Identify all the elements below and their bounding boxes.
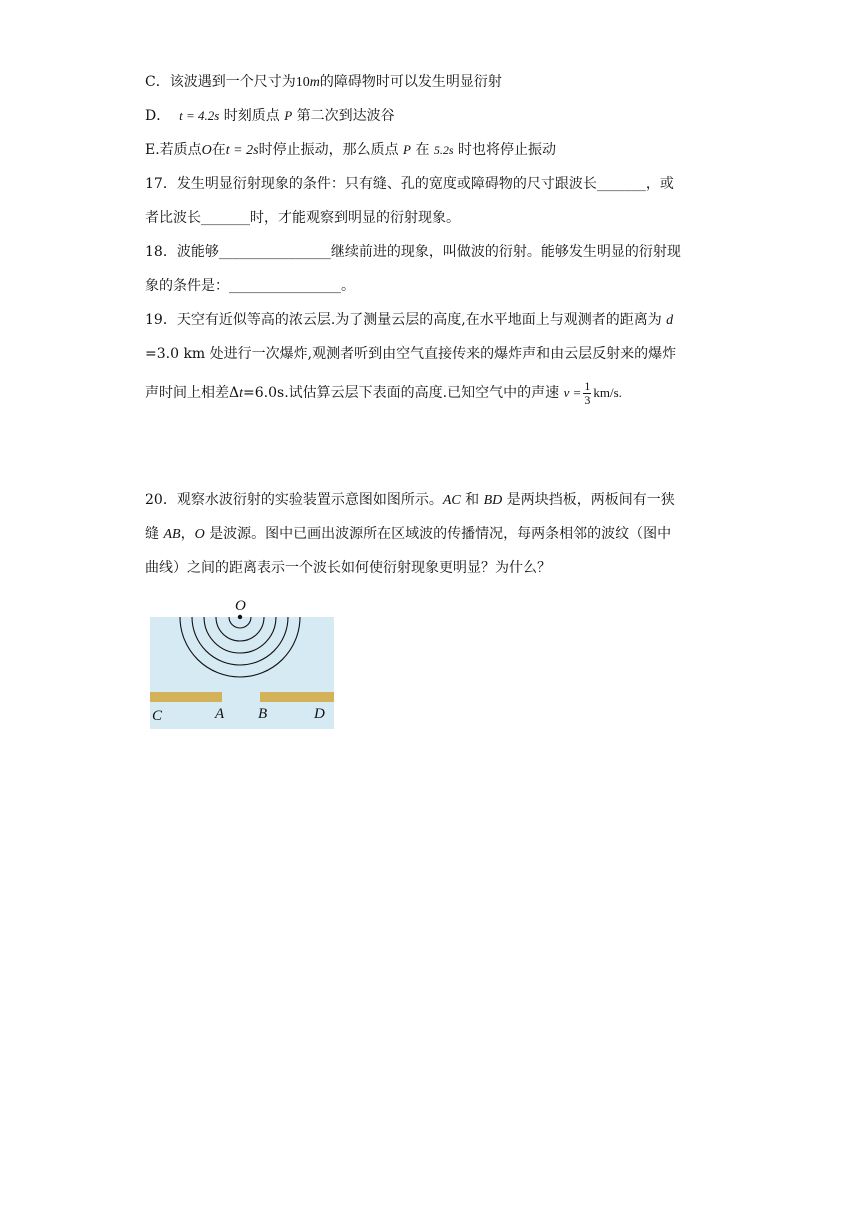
water-tank bbox=[150, 617, 334, 729]
q17-line2: 者比波长_______时，才能观察到明显的衍射现象。 bbox=[145, 210, 460, 226]
q19-line2: =3.0 km 处进行一次爆炸,观测者听到由空气直接传来的爆炸声和由云层反射来的爆炸 bbox=[145, 346, 677, 362]
q19-speed-var: v = bbox=[563, 385, 582, 400]
q19-line3 bbox=[145, 378, 622, 409]
q20-text1c: 是两块挡板，两板间有一狭 bbox=[506, 492, 675, 508]
q20-text2a: 缝 bbox=[145, 526, 159, 542]
q18-line2: 象的条件是：________________。 bbox=[145, 278, 355, 294]
option-e-mid1: 在 bbox=[211, 142, 226, 158]
option-d-mid: 时刻质点 bbox=[223, 108, 280, 124]
q20-ac: AC bbox=[442, 493, 461, 508]
q19-frac-den: 3 bbox=[584, 392, 591, 407]
q19-line1 bbox=[145, 310, 673, 331]
option-c-unit: m bbox=[309, 75, 320, 90]
q19-var-d: d bbox=[666, 313, 674, 328]
option-d-equation: t = 4.2s bbox=[179, 108, 220, 123]
option-c-prefix: C．该波遇到一个尺寸为 bbox=[145, 74, 296, 90]
option-c-suffix: 的障碍物时可以发生明显衍射 bbox=[319, 74, 502, 90]
option-e bbox=[145, 140, 556, 161]
option-e-time: 5.2s bbox=[433, 143, 454, 157]
option-e-point-p: P bbox=[403, 142, 411, 157]
label-d: D bbox=[314, 706, 325, 722]
q20-line3: 曲线）之间的距离表示一个波长如何使衍射现象更明显？为什么？ bbox=[145, 560, 551, 576]
q20-text2c: 是波源。图中已画出波源所在区域波的传播情况，每两条相邻的波纹（图中 bbox=[209, 526, 672, 542]
q19-text3a: 声时间上相差Δ bbox=[145, 385, 240, 401]
option-c bbox=[145, 72, 502, 93]
option-e-equation: t = 2s bbox=[225, 143, 259, 158]
wave-source-dot bbox=[238, 615, 242, 619]
barrier-bd bbox=[260, 692, 334, 702]
q20-line1 bbox=[145, 490, 675, 511]
option-d-suffix: 第二次到达波谷 bbox=[296, 108, 395, 124]
q19-frac-num: 1 bbox=[584, 378, 591, 393]
q19-text3b: =6.0s.试估算云层下表面的高度.已知空气中的声速 bbox=[243, 385, 560, 401]
barrier-ac bbox=[150, 692, 222, 702]
q20-o: O bbox=[194, 527, 205, 542]
label-a: A bbox=[215, 706, 225, 722]
option-d-point: P bbox=[284, 108, 293, 123]
option-e-mid2: 时停止振动，那么质点 bbox=[258, 142, 399, 158]
label-b: B bbox=[258, 706, 268, 722]
q20-text1a: 20．观察水波衍射的实验装置示意图如图所示。 bbox=[145, 492, 443, 508]
q19-fraction bbox=[583, 380, 591, 407]
q19-var-t: t bbox=[239, 386, 244, 401]
option-e-mid3: 在 bbox=[415, 142, 430, 158]
q20-line2 bbox=[145, 524, 671, 545]
option-e-prefix: E.若质点 bbox=[145, 142, 202, 158]
option-d-prefix: D． bbox=[145, 108, 171, 124]
option-e-suffix: 时也将停止振动 bbox=[458, 142, 557, 158]
q20-text1b: 和 bbox=[465, 492, 480, 508]
option-d bbox=[145, 106, 395, 126]
q20-text2b: ， bbox=[180, 526, 195, 542]
q19-text1: 19．天空有近似等高的浓云层.为了测量云层的高度,在水平地面上与观测者的距离为 bbox=[145, 312, 662, 328]
q19-unit: km/s. bbox=[593, 385, 622, 400]
q20-ab: AB bbox=[163, 527, 181, 542]
label-o: O bbox=[235, 598, 246, 614]
q17-line1: 17．发生明显衍射现象的条件：只有缝、孔的宽度或障碍物的尺寸跟波长_______，或 bbox=[145, 176, 674, 192]
option-e-point-o: O bbox=[201, 143, 212, 158]
option-c-number: 10 bbox=[295, 75, 310, 90]
label-c: C bbox=[152, 708, 163, 724]
q20-bd: BD bbox=[483, 493, 503, 508]
q18-line1: 18．波能够________________继续前进的现象，叫做波的衍射。能够发生明显的衍射现 bbox=[145, 244, 681, 260]
wave-diffraction-figure bbox=[148, 598, 334, 730]
